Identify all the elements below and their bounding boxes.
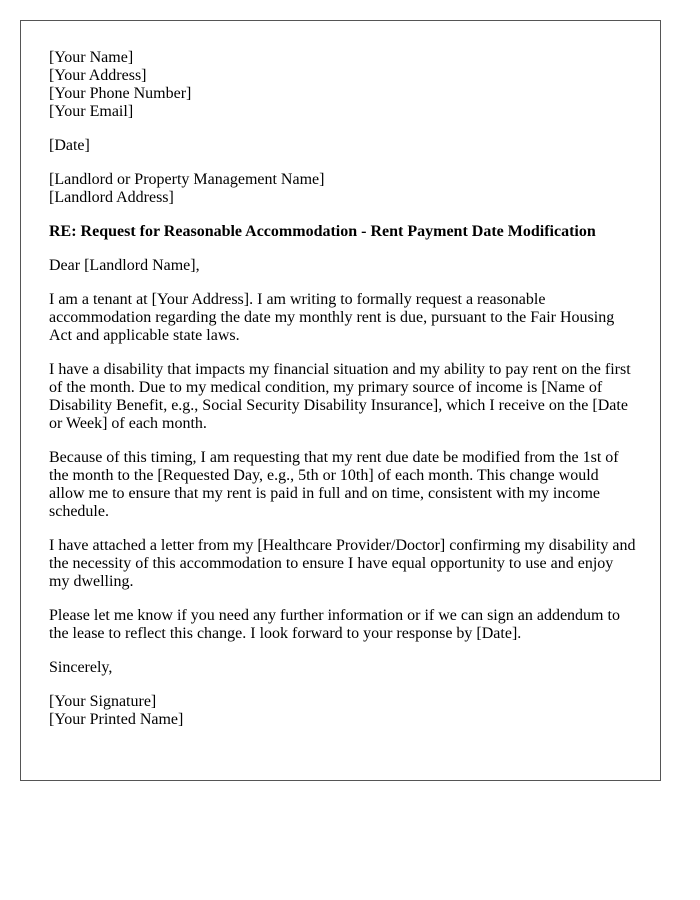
salutation: Dear [Landlord Name], bbox=[49, 257, 200, 274]
sender-email: [Your Email] bbox=[49, 103, 134, 120]
signature: [Your Signature] bbox=[49, 693, 157, 710]
printed-name: [Your Printed Name] bbox=[49, 711, 184, 728]
letter-date: [Date] bbox=[49, 137, 90, 154]
recipient-block bbox=[49, 171, 636, 207]
subject-line: RE: Request for Reasonable Accommodation - Rent Payment Date Modification bbox=[49, 223, 596, 240]
letter bbox=[20, 20, 661, 781]
sender-phone: [Your Phone Number] bbox=[49, 85, 192, 102]
sender-name: [Your Name] bbox=[49, 49, 134, 66]
body-paragraph: Because of this timing, I am requesting that my rent due date be modified from the 1st of the month to the [Requested Day, e.g., 5th or 10th] of each month. This change would allow me to ensure that my rent is paid in full and on time, consistent with my income schedule. bbox=[49, 449, 619, 520]
body-paragraph: I have a disability that impacts my financial situation and my ability to pay rent on the first of the month. Due to my medical condition, my primary source of income is [Name of Disability Benefit, e.g., Social Security Disability Insurance], which I receive on the [Date or Week] of each month. bbox=[49, 361, 631, 432]
recipient-address: [Landlord Address] bbox=[49, 189, 174, 206]
body-paragraph: I have attached a letter from my [Healthcare Provider/Doctor] confirming my disability and the necessity of this accommodation to ensure I have equal opportunity to use and enjoy my dwelling. bbox=[49, 537, 636, 590]
sender-address: [Your Address] bbox=[49, 67, 147, 84]
recipient-name: [Landlord or Property Management Name] bbox=[49, 171, 325, 188]
signature-block bbox=[49, 693, 636, 729]
sender-block bbox=[49, 49, 636, 121]
closing: Sincerely, bbox=[49, 659, 113, 676]
body-paragraph: Please let me know if you need any further information or if we can sign an addendum to the lease to reflect this change. I look forward to your response by [Date]. bbox=[49, 607, 620, 642]
body-paragraph: I am a tenant at [Your Address]. I am writing to formally request a reasonable accommodation regarding the date my monthly rent is due, pursuant to the Fair Housing Act and applicable state laws. bbox=[49, 291, 615, 344]
